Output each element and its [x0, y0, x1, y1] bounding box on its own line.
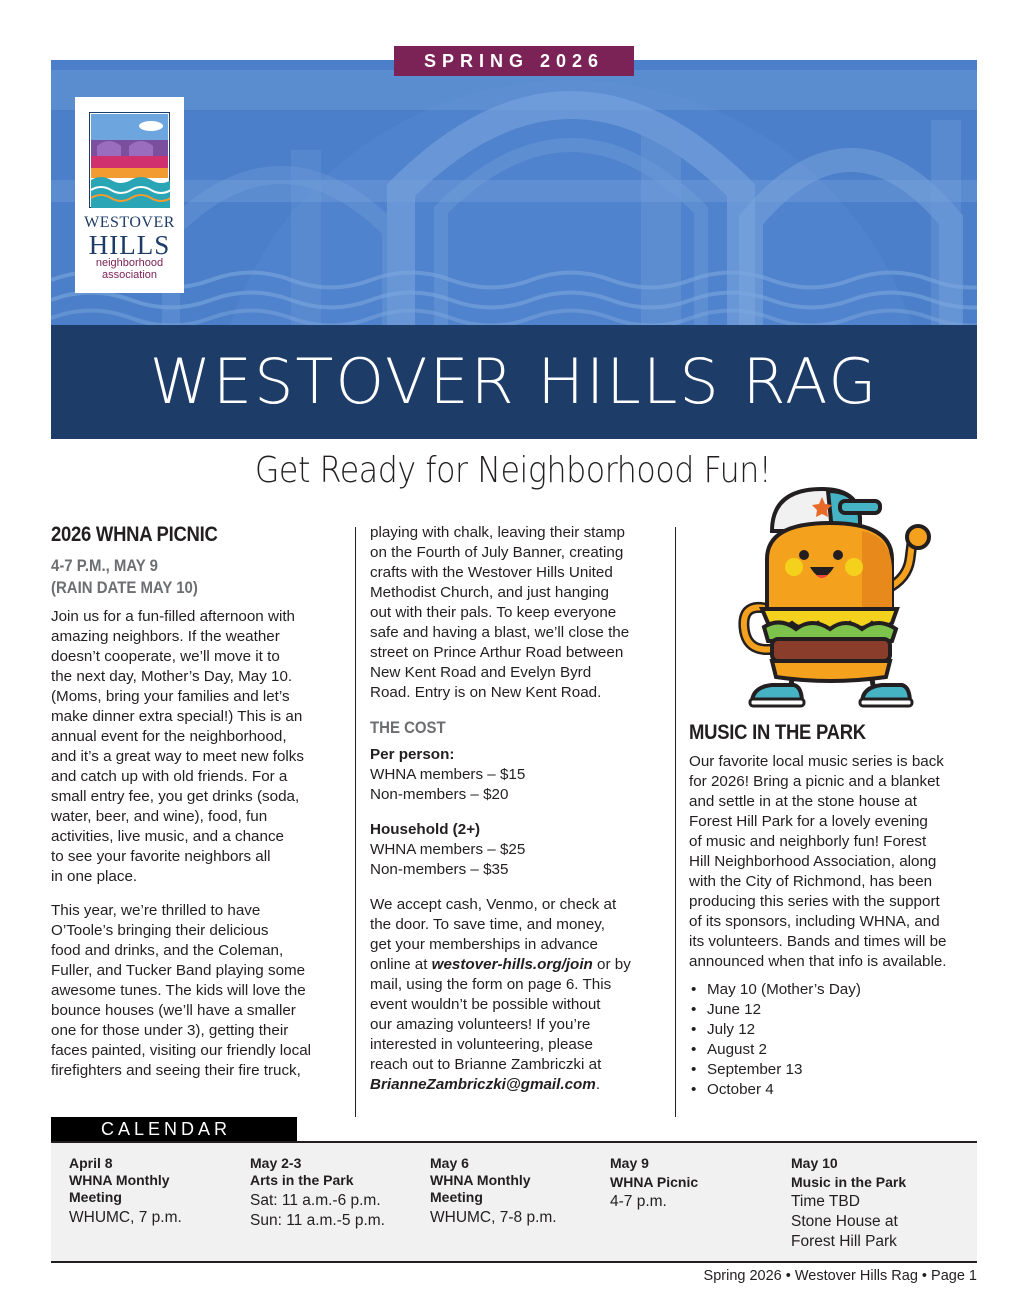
picnic-paragraph-1: Join us for a fun-filled afternoon with amazing neighbors. If the weather doesn’t cooperate, we’ll move it to the next day, Mother’s Day, May 10. (Moms, bring your families and let’s make dinner extra special!) This is an annual event for the neighborhood, and it’s a great way to meet new folks and catch up with old friends. For a small entry fee, you get drinks (soda, water, beer, and wine), food, fun activities, live music, and a chance to see your favorite neighbors all in one place.	[51, 608, 304, 885]
list-item: • May 10 (Mother’s Day)	[689, 980, 984, 1000]
list-item: • August 2	[689, 1040, 984, 1060]
calendar-event: May 10 Music in the Park Time TBD Stone House at Forest Hill Park	[791, 1155, 907, 1250]
picnic-time: 4-7 P.M., MAY 9	[51, 556, 159, 575]
music-heading: MUSIC IN THE PARK	[689, 721, 866, 744]
logo-text-westover: WESTOVER	[84, 214, 175, 231]
calendar	[51, 1141, 977, 1263]
calendar-event: May 6 WHNA Monthly Meeting WHUMC, 7-8 p.m.	[430, 1155, 557, 1226]
cost-column	[370, 523, 670, 1095]
picnic-paragraph-3: playing with chalk, leaving their stamp on the Fourth of July Banner, creating crafts with the Westover Hills United Methodist Church, and just hanging out with their pals. To keep everyone safe and having a blast, we’ll close the street on Prince Arthur Road between New Kent Road and Evelyn Byrd Road. Entry is on New Kent Road.	[370, 524, 630, 701]
cost-paragraph: We accept cash, Venmo, or check at the door. To save time, and money, get your memberships in advance online at westover-hills.org/join or by mail, using the form on page 6. This event wouldn’t be possible without our amazing volunteers! If you’re interested in volunteering, please reach out to Brianne Zambriczki at BrianneZambriczki@gmail.com.	[370, 896, 631, 1093]
logo	[75, 97, 184, 293]
cost-household: Household (2+) WHNA members – $25 Non-members – $35	[370, 821, 526, 878]
list-item: • June 12	[689, 1000, 984, 1020]
list-item: • July 12	[689, 1020, 984, 1040]
title-band	[51, 325, 977, 439]
calendar-event: May 2-3 Arts in the Park Sat: 11 a.m.-6 p.m. Sun: 11 a.m.-5 p.m.	[250, 1155, 385, 1229]
membership-link[interactable]: westover-hills.org/join	[431, 956, 593, 973]
logo-illustration	[89, 112, 170, 208]
picnic-paragraph-2: This year, we’re thrilled to have O’Toole’s bringing their delicious food and drinks, and the Coleman, Fuller, and Tucker Band playing some awesome tunes. The kids will love the bounce houses (we’ll have a smaller one for those under 3), getting their faces painted, visiting our friendly local firefighters and seeing their fire truck,	[51, 902, 312, 1079]
music-dates-list	[689, 980, 984, 1100]
calendar-label: CALENDAR	[51, 1117, 297, 1141]
music-column	[689, 719, 984, 1100]
cost-per-person: Per person: WHNA members – $15 Non-members – $20	[370, 746, 526, 803]
logo-text-hills: HILLS	[88, 230, 171, 260]
cost-heading: THE COST	[370, 718, 446, 737]
calendar-event: April 8 WHNA Monthly Meeting WHUMC, 7 p.m.	[69, 1155, 182, 1226]
music-paragraph: Our favorite local music series is back for 2026! Bring a picnic and a blanket and settle in at the stone house at Forest Hill Park for a lovely evening of music and neighborly fun! Forest Hill Neighborhood Association, along with the City of Richmond, has been producing this series with the support of its sponsors, including WHNA, and its volunteers. Bands and times will be announced when that info is available.	[689, 753, 947, 970]
page-footer: Spring 2026 • Westover Hills Rag • Page 1	[703, 1268, 977, 1284]
picnic-column	[51, 521, 351, 1081]
list-item: • October 4	[689, 1080, 984, 1100]
masthead	[51, 60, 977, 439]
picnic-heading: 2026 WHNA PICNIC	[51, 523, 218, 546]
bridge-illustration	[51, 60, 977, 325]
picnic-rain-date: (RAIN DATE MAY 10)	[51, 578, 198, 597]
logo-text-neighborhood: neighborhood	[95, 257, 164, 269]
volunteer-email-link[interactable]: BrianneZambriczki@gmail.com	[370, 1076, 596, 1093]
logo-text-association: association	[101, 269, 158, 281]
newsletter-title: WESTOVER HILLS RAG	[149, 345, 879, 418]
calendar-event: May 9 WHNA Picnic 4-7 p.m.	[610, 1155, 699, 1210]
page-headline: Get Ready for Neighborhood Fun!	[254, 450, 772, 491]
season-tag: SPRING 2026	[394, 46, 634, 76]
column-divider	[675, 527, 676, 1117]
list-item: • September 13	[689, 1060, 984, 1080]
column-divider	[355, 527, 356, 1117]
burger-mascot-illustration	[732, 481, 932, 709]
